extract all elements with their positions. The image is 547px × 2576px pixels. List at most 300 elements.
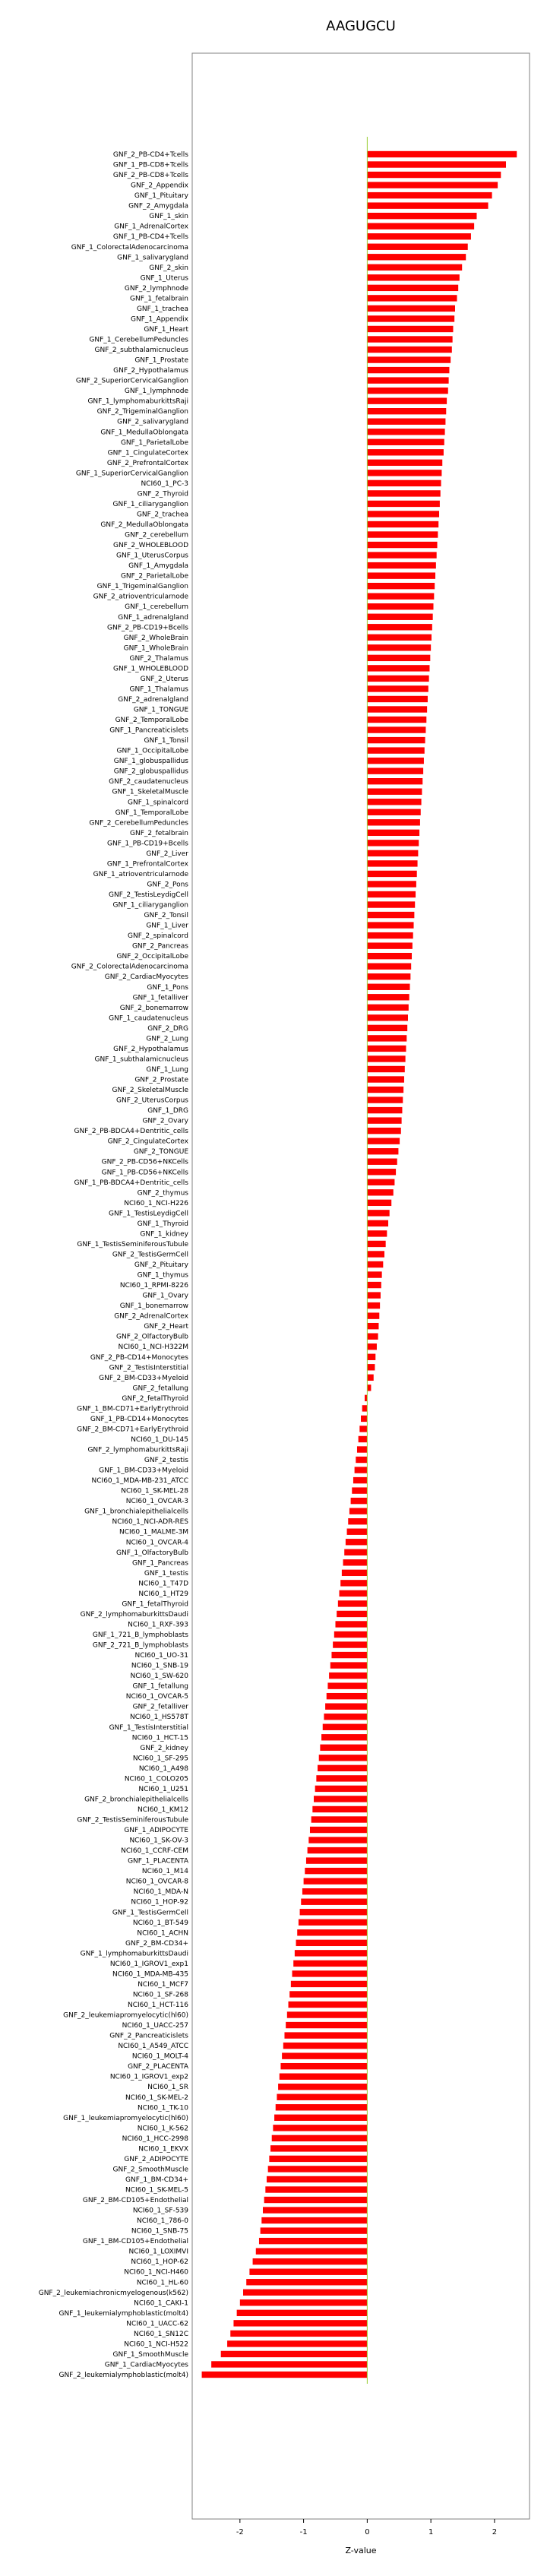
category-label: GNF_2_fetallung <box>132 1385 188 1393</box>
category-label: GNF_2_fetalliver <box>132 1703 188 1711</box>
bar <box>330 1662 368 1668</box>
category-label: NCI60_1_OVCAR-5 <box>125 1693 188 1701</box>
bar <box>280 2074 368 2080</box>
category-label: GNF_1_Amygdala <box>128 562 188 571</box>
category-label: GNF_2_BM-CD33+Myeloid <box>99 1374 188 1382</box>
bar <box>283 2043 368 2049</box>
bar <box>221 2351 368 2357</box>
bar <box>367 233 471 239</box>
bar <box>367 305 455 312</box>
bar <box>367 1312 379 1318</box>
category-label: GNF_1_PB-CD19+Bcells <box>106 840 188 848</box>
bar <box>323 1724 368 1730</box>
category-label: GNF_2_OccipitalLobe <box>116 953 188 961</box>
category-label: GNF_1_testis <box>144 1569 188 1578</box>
bar <box>249 2269 367 2275</box>
category-label: GNF_2_ParietalLobe <box>120 572 188 581</box>
bar <box>284 2032 367 2038</box>
category-label: NCI60_1_RXF-393 <box>128 1621 188 1629</box>
x-axis-title: Z-value <box>345 2546 377 2555</box>
bar <box>367 1097 403 1103</box>
bar <box>227 2340 367 2347</box>
bar <box>237 2310 368 2316</box>
category-label: NCI60_1_MDA-MB-231_ATCC <box>91 1477 188 1486</box>
category-label: GNF_1_skin <box>149 213 188 221</box>
bar <box>367 614 432 620</box>
bar <box>367 1323 378 1329</box>
category-label: GNF_2_lymphomaburkittsRaji <box>87 1446 188 1454</box>
category-label: GNF_1_leukemiapromyelocytic(hl60) <box>63 2114 188 2122</box>
bar <box>287 2011 368 2017</box>
bar <box>347 1529 368 1535</box>
category-label: NCI60_1_A549_ATCC <box>118 2043 188 2051</box>
category-label: NCI60_1_MDA-N <box>133 1888 188 1897</box>
bar <box>327 1682 367 1688</box>
category-label: GNF_1_UterusCorpus <box>116 552 188 560</box>
category-label: GNF_1_caudatenucleus <box>109 1014 188 1023</box>
category-label: NCI60_1_HL-60 <box>136 2279 188 2287</box>
category-label: GNF_2_Amygdala <box>128 202 188 210</box>
bar <box>272 2135 368 2141</box>
bar <box>292 1970 368 1976</box>
category-label: GNF_2_PB-CD19+Bcells <box>106 624 188 632</box>
bar <box>348 1518 367 1524</box>
bar <box>367 1251 384 1257</box>
category-label: GNF_2_PB-CD14+Monocytes <box>90 1353 188 1362</box>
bar <box>367 860 417 866</box>
category-label: GNF_2_thymus <box>137 1189 188 1198</box>
category-label: GNF_2_Pons <box>147 881 188 889</box>
bar <box>352 1487 367 1493</box>
bar <box>299 1919 367 1926</box>
category-label: GNF_1_WHOLEBLOOD <box>112 665 188 673</box>
bar <box>367 151 517 157</box>
category-label: GNF_1_salivarygland <box>117 254 188 262</box>
bar <box>367 1210 389 1216</box>
category-label: GNF_2_TestisInterstitial <box>109 1364 188 1372</box>
category-label: GNF_2_Thyroid <box>137 490 188 498</box>
category-label: GNF_1_kidney <box>140 1230 188 1239</box>
category-label: NCI60_1_HOP-92 <box>131 1898 188 1907</box>
bar <box>263 2207 367 2213</box>
category-label: GNF_1_Heart <box>144 325 188 334</box>
category-label: GNF_2_OlfactoryBulb <box>116 1333 188 1341</box>
category-label: GNF_2_PB-BDCA4+Dentritic_cells <box>74 1128 188 1136</box>
bar <box>304 1878 368 1884</box>
bar <box>301 1899 367 1905</box>
bar <box>367 1282 381 1288</box>
category-label: GNF_2_SuperiorCervicalGanglion <box>75 377 188 385</box>
bar <box>264 2197 368 2203</box>
bar <box>327 1693 368 1699</box>
category-label: GNF_2_Thalamus <box>129 654 188 663</box>
bar <box>367 470 441 476</box>
bar <box>367 778 422 784</box>
category-label: GNF_2_CardiacMyocytes <box>104 973 188 982</box>
bar <box>240 2299 368 2305</box>
category-label: GNF_2_WHOLEBLOOD <box>112 542 188 550</box>
category-label: NCI60_1_SK-MEL-2 <box>125 2093 188 2102</box>
category-label: GNF_1_Thyroid <box>137 1220 188 1228</box>
bar <box>367 347 451 353</box>
category-label: GNF_2_Hypothalamus <box>113 367 188 375</box>
category-label: GNF_1_Uterus <box>140 274 188 283</box>
bar <box>367 377 448 383</box>
bar <box>367 285 458 291</box>
x-tick-label: -2 <box>236 2528 244 2536</box>
bar <box>367 315 454 321</box>
bar <box>367 213 476 219</box>
x-tick-label: -1 <box>299 2528 308 2536</box>
category-label: GNF_1_DRG <box>147 1107 188 1116</box>
bar <box>367 676 428 682</box>
bar <box>270 2145 367 2151</box>
category-label: NCI60_1_HOP-62 <box>131 2258 188 2267</box>
bar <box>367 480 441 486</box>
category-label: GNF_1_BM-CD105+Endothelial <box>82 2238 188 2246</box>
bar <box>367 1375 373 1381</box>
category-label: GNF_1_TONGUE <box>133 706 188 714</box>
bar <box>367 336 452 342</box>
bar <box>202 2372 368 2378</box>
category-label: NCI60_1_SNB-19 <box>131 1662 188 1670</box>
bar <box>367 912 414 918</box>
bar <box>367 264 462 271</box>
category-label: NCI60_1_HCT-116 <box>128 2002 188 2009</box>
category-label: GNF_1_fetalliver <box>132 994 188 1002</box>
category-label: GNF_1_thymus <box>137 1271 188 1280</box>
category-label: GNF_1_SkeletalMuscle <box>112 788 188 796</box>
category-label: GNF_2_leukemialymphoblastic(molt4) <box>58 2372 188 2379</box>
bar <box>367 449 444 455</box>
category-label: GNF_1_lymphomaburkittsRaji <box>87 397 188 406</box>
bar <box>351 1498 368 1504</box>
category-label: GNF_1_TestisLeydigCell <box>109 1210 188 1218</box>
bar <box>338 1600 368 1606</box>
category-label: GNF_2_lymphomaburkittsDaudi <box>80 1610 188 1619</box>
bar <box>289 2002 368 2008</box>
bar <box>367 572 435 578</box>
category-label: NCI60_1_A498 <box>138 1764 188 1773</box>
bar <box>367 635 432 641</box>
category-label: GNF_2_TestisSeminiferousTubule <box>77 1816 188 1824</box>
category-label: GNF_1_PB-CD14+Monocytes <box>90 1415 188 1423</box>
bar <box>311 1816 368 1822</box>
bar <box>367 881 416 887</box>
bar <box>342 1570 368 1576</box>
bar <box>367 1200 391 1206</box>
category-label: GNF_2_fetalbrain <box>130 829 188 837</box>
bar <box>367 1271 381 1277</box>
bar <box>367 542 437 548</box>
category-label: GNF_1_fetallung <box>132 1682 188 1691</box>
category-label: GNF_2_TemporalLobe <box>115 717 188 725</box>
category-label: GNF_1_Pituitary <box>134 192 188 201</box>
category-label: GNF_2_bronchialepithelialcells <box>84 1796 188 1804</box>
category-label: NCI60_1_SW-620 <box>130 1673 188 1681</box>
bar <box>367 254 466 260</box>
category-label: GNF_2_CingulateCortex <box>107 1138 188 1146</box>
bar <box>314 1796 367 1802</box>
category-label: GNF_2_Pituitary <box>134 1261 188 1269</box>
bar <box>367 419 445 425</box>
category-label: GNF_1_BM-CD34+ <box>125 2176 188 2184</box>
bar <box>367 356 451 362</box>
category-label: GNF_1_PrefrontalCortex <box>106 860 188 869</box>
bar <box>367 685 428 691</box>
category-label: GNF_1_Ovary <box>142 1292 188 1300</box>
category-label: GNF_1_fetalbrain <box>130 295 188 303</box>
bar <box>280 2063 367 2069</box>
bar <box>367 964 411 970</box>
category-label: GNF_1_Pons <box>147 983 188 992</box>
bar <box>367 747 424 753</box>
bars-layer <box>202 151 517 2378</box>
category-label: NCI60_1_SK-MEL-28 <box>121 1487 188 1495</box>
category-label: GNF_1_BM-CD71+EarlyErythroid <box>77 1405 188 1413</box>
category-label: GNF_2_cerebellum <box>125 531 188 540</box>
bar <box>367 984 409 990</box>
category-label: GNF_1_TestisSeminiferousTubule <box>77 1240 188 1248</box>
bar <box>367 994 409 1000</box>
bar <box>367 223 474 229</box>
category-label: GNF_1_721_B_lymphoblasts <box>92 1631 188 1639</box>
category-label: NCI60_1_SF-539 <box>132 2207 188 2215</box>
bar <box>367 891 416 897</box>
bar <box>367 706 427 712</box>
category-label: GNF_2_atrioventricularnode <box>93 593 188 601</box>
category-label: NCI60_1_PC-3 <box>141 479 188 488</box>
category-label: GNF_2_subthalamicnucleus <box>94 347 188 355</box>
category-label: GNF_1_SmoothMuscle <box>112 2350 188 2359</box>
category-label: NCI60_1_RPMI-8226 <box>119 1282 188 1290</box>
category-label: GNF_1_BM-CD33+Myeloid <box>99 1467 188 1475</box>
bar <box>367 1138 400 1144</box>
bar <box>293 1960 367 1967</box>
category-label: GNF_2_Liver <box>146 850 188 858</box>
bar <box>367 1055 405 1062</box>
bar <box>367 521 438 527</box>
x-tick-label: 2 <box>492 2528 498 2536</box>
category-label: GNF_2_lymphnode <box>124 284 188 293</box>
bar <box>278 2084 367 2090</box>
bar <box>367 871 416 877</box>
bar <box>367 1076 404 1082</box>
bar <box>334 1631 368 1638</box>
bar <box>367 737 425 743</box>
category-label: GNF_2_TrigeminalGanglion <box>96 408 188 416</box>
bar <box>308 1847 368 1853</box>
bar <box>367 1066 404 1072</box>
bar <box>367 388 447 394</box>
bar <box>367 511 439 517</box>
category-label: GNF_2_spinalcord <box>128 932 188 941</box>
bar <box>337 1611 367 1617</box>
category-label: NCI60_1_T47D <box>138 1580 188 1588</box>
bar <box>367 562 435 568</box>
category-label: GNF_2_TONGUE <box>133 1148 188 1157</box>
bar <box>367 901 415 907</box>
category-label: NCI60_1_LOXIMVI <box>128 2248 188 2256</box>
bar <box>367 1343 377 1350</box>
bar <box>367 439 444 445</box>
category-label: NCI60_1_MCF7 <box>138 1980 188 1989</box>
category-label: NCI60_1_CCRF-CEM <box>121 1847 188 1856</box>
bar <box>318 1765 367 1771</box>
bar <box>367 1014 408 1021</box>
category-label: GNF_1_ciliaryganglion <box>112 901 188 910</box>
category-label: NCI60_1_HCC-2998 <box>122 2135 188 2143</box>
bar <box>367 501 440 507</box>
bar <box>343 1559 368 1565</box>
category-label: NCI60_1_TK-10 <box>137 2104 188 2112</box>
category-label: GNF_2_leukemiachronicmyelogenous(k562) <box>38 2289 188 2297</box>
category-label: GNF_2_leukemiapromyelocytic(hl60) <box>63 2011 188 2020</box>
bar <box>367 1046 406 1052</box>
category-label: NCI60_1_SF-295 <box>132 1755 188 1763</box>
bar <box>367 583 435 589</box>
bar <box>320 1745 367 1751</box>
bar <box>367 1179 394 1185</box>
bar <box>367 244 467 250</box>
bar <box>367 274 459 280</box>
bar <box>367 840 419 846</box>
category-label: GNF_1_PB-BDCA4+Dentritic_cells <box>74 1179 188 1187</box>
category-label: GNF_2_SkeletalMuscle <box>112 1087 188 1095</box>
category-label: GNF_1_PB-CD4+Tcells <box>112 233 188 242</box>
bar <box>310 1827 367 1833</box>
category-label: NCI60_1_K-562 <box>137 2125 188 2133</box>
category-label: NCI60_1_M14 <box>141 1868 188 1876</box>
bar <box>367 603 433 609</box>
bar <box>359 1426 367 1432</box>
category-label: NCI60_1_UACC-62 <box>126 2320 188 2328</box>
bar <box>367 799 421 805</box>
bar <box>367 202 488 208</box>
bar <box>302 1888 367 1894</box>
bar <box>367 1385 371 1391</box>
category-label: GNF_1_ADIPOCYTE <box>124 1827 188 1835</box>
category-label: GNF_1_TrigeminalGanglion <box>96 583 188 591</box>
bar <box>357 1446 367 1452</box>
x-axis <box>236 2519 497 2536</box>
bar <box>367 932 413 938</box>
category-label: NCI60_1_COLO205 <box>124 1775 188 1783</box>
category-label: GNF_1_Tonsil <box>144 737 188 745</box>
category-label: GNF_1_trachea <box>136 305 188 313</box>
bar <box>324 1714 367 1720</box>
category-label: GNF_2_Ovary <box>142 1117 188 1125</box>
category-label: NCI60_1_SK-OV-3 <box>129 1837 188 1845</box>
bar <box>367 1302 380 1309</box>
category-label: GNF_1_fetalThyroid <box>122 1600 188 1609</box>
bar <box>367 367 449 373</box>
category-label: GNF_2_TestisLeydigCell <box>109 891 188 899</box>
category-label: GNF_2_BM-CD34+ <box>125 1939 188 1948</box>
category-label: GNF_2_DRG <box>147 1024 188 1033</box>
bar <box>367 809 420 815</box>
bar <box>267 2176 367 2182</box>
category-label: NCI60_1_UACC-257 <box>122 2022 188 2030</box>
category-label: GNF_2_fetalThyroid <box>122 1394 188 1403</box>
category-label: GNF_1_ColorectalAdenocarcinoma <box>71 243 188 252</box>
bar <box>367 1148 398 1154</box>
bar <box>316 1775 367 1781</box>
bar <box>367 696 428 702</box>
category-label: GNF_1_CerebellumPeduncles <box>89 336 188 344</box>
category-label: GNF_2_kidney <box>140 1744 188 1752</box>
bar <box>367 1025 407 1031</box>
bar <box>367 850 418 856</box>
category-label: NCI60_1_786-0 <box>136 2217 188 2226</box>
category-label: GNF_2_Pancreas <box>131 942 188 951</box>
category-label: NCI60_1_BT-549 <box>132 1919 188 1927</box>
category-label: NCI60_1_IGROV1_exp2 <box>109 2073 188 2081</box>
category-label: GNF_2_BM-CD105+Endothelial <box>82 2197 188 2205</box>
category-label: NCI60_1_OVCAR-8 <box>125 1878 188 1886</box>
bar <box>367 172 501 178</box>
category-label: GNF_1_atrioventricularnode <box>93 870 188 878</box>
category-label: GNF_1_CingulateCortex <box>107 449 188 457</box>
bar <box>340 1580 367 1586</box>
category-label: GNF_1_TemporalLobe <box>115 809 188 817</box>
x-tick-label: 1 <box>428 2528 434 2536</box>
category-label: GNF_1_lymphomaburkittsDaudi <box>80 1950 188 1958</box>
category-label: NCI60_1_DU-145 <box>131 1435 188 1444</box>
category-label: NCI60_1_NCI-H522 <box>124 2340 188 2349</box>
bar <box>361 1416 367 1422</box>
bar <box>367 624 432 630</box>
bar <box>367 429 444 435</box>
category-label: NCI60_1_U251 <box>138 1785 188 1793</box>
bar <box>367 490 440 496</box>
bar <box>367 1292 381 1298</box>
category-label: NCI60_1_NCI-ADR-RES <box>112 1518 188 1527</box>
category-label: GNF_1_Pancreaticislets <box>109 726 188 735</box>
bar <box>367 295 457 301</box>
bar <box>286 2022 367 2028</box>
bar <box>367 1159 397 1165</box>
category-label: GNF_1_TestisInterstitial <box>109 1723 188 1732</box>
category-label: NCI60_1_KM12 <box>138 1805 188 1814</box>
category-label: GNF_2_PLACENTA <box>128 2063 188 2071</box>
category-label: GNF_1_Lung <box>146 1065 188 1074</box>
category-label: GNF_2_SmoothMuscle <box>112 2166 188 2174</box>
bar <box>319 1755 368 1761</box>
bar <box>333 1641 367 1647</box>
bar <box>261 2217 367 2223</box>
bar <box>367 593 434 600</box>
category-label: GNF_1_spinalcord <box>128 799 188 807</box>
bar <box>329 1673 367 1679</box>
bar <box>367 397 447 403</box>
bar <box>367 1364 375 1370</box>
bar <box>305 1868 367 1874</box>
category-label: GNF_2_ColorectalAdenocarcinoma <box>71 963 188 971</box>
bar <box>306 1857 367 1863</box>
category-label: NCI60_1_HS578T <box>129 1714 188 1722</box>
bar <box>274 2115 367 2121</box>
bar <box>367 1189 393 1195</box>
category-label: GNF_1_leukemialymphoblastic(molt4) <box>58 2309 188 2318</box>
category-label: GNF_1_SuperiorCervicalGanglion <box>75 470 188 478</box>
bar <box>297 1929 367 1935</box>
category-label: GNF_2_caudatenucleus <box>109 778 188 786</box>
bar <box>291 1981 368 1987</box>
category-label: GNF_2_Appendix <box>131 182 188 190</box>
bar <box>269 2156 367 2162</box>
category-label: NCI60_1_SR <box>147 2084 188 2092</box>
